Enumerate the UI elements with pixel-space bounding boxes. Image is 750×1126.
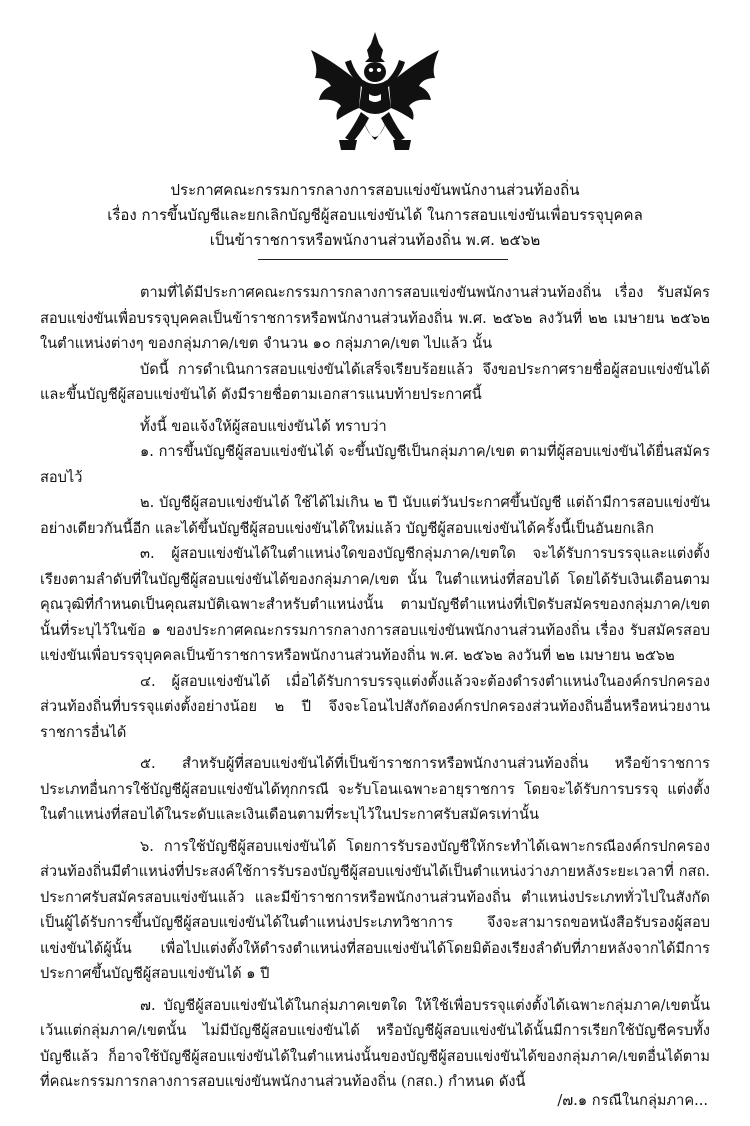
heading-line-3: เป็นข้าราชการหรือพนักงานส่วนท้องถิ่น พ.ศ. ๒๕๖๒ [209, 231, 541, 249]
paragraph-item-3: ๓. ผู้สอบแข่งขันได้ในตำแหน่งใดของบัญชีกลุ่มภาค/เขตใด จะได้รับการบรรจุและแต่งตั้งเรียงตามลำดับที่ในบัญชีผู้สอบแข่งขันได้ของกลุ่มภาค/เขต นั้น ในตำแหน่งที่สอบได้ โดยได้รับเงินเดือนตามคุณวุฒิที่กำหนดเป็นคุณสมบัติเฉพาะสำหรับตำแหน่งนั้น ตามบัญชีตำแหน่งที่เปิดรับสมัครของกลุ่มภาค/เขตนั้นที่ระบุไว้ในข้อ ๑ ของประกาศคณะกรรมการกลางการสอบแข่งขันพนักงานส่วนท้องถิ่น เรื่อง รับสมัครสอบแข่งขันเพื่อบรรจุบุคคลเป็นข้าราชการหรือพนักงานส่วนท้องถิ่น พ.ศ. ๒๕๖๒ ลงวันที่ ๒๒ เมษายน ๒๕๖๒ [40, 545, 710, 664]
paragraph-item-6: ๖. การใช้บัญชีผู้สอบแข่งขันได้ โดยการรับรองบัญชีให้กระทำได้เฉพาะกรณีองค์กรปกครองส่วนท้องถิ่นมีตำแหน่งที่ประสงค์ใช้การรับรองบัญชีผู้สอบแข่งขันได้เป็นตำแหน่งว่างภายหลังระยะเวลาที่ กสถ. ประกาศรับสมัครสอบแข่งขันแล้ว และมีข้าราชการหรือพนักงานส่วนท้องถิ่น ตำแหน่งประเภททั่วไปในสังกัดเป็นผู้ได้รับการขึ้นบัญชีผู้สอบแข่งขันได้ในตำแหน่งประเภทวิชาการ จึงจะสามารถขอหนังสือรับรองผู้สอบแข่งขันได้ผู้นั้น เพื่อไปแต่งตั้งให้ดำรงตำแหน่งที่สอบแข่งขันได้โดยมิต้องเรียงลำดับที่ภายหลังจากได้มีการประกาศขึ้นบัญชีผู้สอบแข่งขันได้ ๑ ปี [40, 837, 710, 982]
paragraph-item-1: ๑. การขึ้นบัญชีผู้สอบแข่งขันได้ จะขึ้นบัญชีเป็นกลุ่มภาค/เขต ตามที่ผู้สอบแข่งขันได้ยื่นสมัครสอบไว้ [40, 443, 710, 486]
paragraph-notice: ทั้งนี้ ขอแจ้งให้ผู้สอบแข่งขันได้ ทราบว่า [140, 417, 387, 435]
paragraph-item-7: ๗. บัญชีผู้สอบแข่งขันได้ในกลุ่มภาคเขตใด ให้ใช้เพื่อบรรจุแต่งตั้งได้เฉพาะกลุ่มภาค/เขตนั้น เว้นแต่กลุ่มภาค/เขตนั้น ไม่มีบัญชีผู้สอบแข่งขันได้ หรือบัญชีผู้สอบแข่งขันได้นั้นมีการเรียกใช้บัญชีครบทั้งบัญชีแล้ว ก็อาจใช้บัญชีผู้สอบแข่งขันได้ในตำแหน่งนั้นของบัญชีผู้สอบแข่งขันได้ของกลุ่มภาค/เขตอื่นได้ตามที่คณะกรรมการกลางการสอบแข่งขันพนักงานส่วนท้องถิ่น (กสถ.) กำหนด ดังนี้ [40, 996, 710, 1090]
heading-divider [258, 259, 508, 260]
heading-line-1: ประกาศคณะกรรมการกลางการสอบแข่งขันพนักงานส่วนท้องถิ่น [170, 181, 580, 199]
paragraph-intro: ตามที่ได้มีประกาศคณะกรรมการกลางการสอบแข่งขันพนักงานส่วนท้องถิ่น เรื่อง รับสมัครสอบแข่งขันเพื่อบรรจุบุคคลเป็นข้าราชการหรือพนักงานส่วนท้องถิ่น พ.ศ. ๒๕๖๒ ลงวันที่ ๒๒ เมษายน ๒๕๖๒ ในตำแหน่งต่างๆ ของกลุ่มภาค/เขต จำนวน ๑๐ กลุ่มภาค/เขต ไปแล้ว นั้น [40, 284, 710, 352]
announcement-body [40, 280, 710, 1095]
garuda-emblem-icon [305, 28, 445, 166]
announcement-heading [0, 178, 750, 253]
continuation-note: /๗.๑ กรณีในกลุ่มภาค... [557, 1092, 708, 1109]
heading-line-2: เรื่อง การขึ้นบัญชีและยกเลิกบัญชีผู้สอบแข่งขันได้ ในการสอบแข่งขันเพื่อบรรจุบุคคล [107, 206, 643, 224]
paragraph-item-5: ๕. สำหรับผู้ที่สอบแข่งขันได้ที่เป็นข้าราชการหรือพนักงานส่วนท้องถิ่น หรือข้าราชการประเภทอื่นการใช้บัญชีผู้สอบแข่งขันได้ทุกกรณี จะรับโอนเฉพาะอายุราชการ โดยจะได้รับการบรรจุ แต่งตั้งในตำแหน่งที่สอบได้ในระดับและเงินเดือนตามที่ระบุไว้ในประกาศรับสมัครเท่านั้น [40, 755, 710, 823]
paragraph-item-4: ๔. ผู้สอบแข่งขันได้ เมื่อได้รับการบรรจุแต่งตั้งแล้วจะต้องดำรงตำแหน่งในองค์กรปกครองส่วนท้องถิ่นที่บรรจุแต่งตั้งอย่างน้อย ๒ ปี จึงจะโอนไปสังกัดองค์กรปกครองส่วนท้องถิ่นอื่นหรือหน่วยงานราชการอื่นได้ [40, 672, 710, 741]
paragraph-now: บัดนี้ การดำเนินการสอบแข่งขันได้เสร็จเรียบร้อยแล้ว จึงขอประกาศรายชื่อผู้สอบแข่งขันได้และขึ้นบัญชีผู้สอบแข่งขันได้ ดังมีรายชื่อตามเอกสารแนบท้ายประกาศนี้ [40, 360, 710, 403]
paragraph-item-2: ๒. บัญชีผู้สอบแข่งขันได้ ใช้ได้ไม่เกิน ๒ ปี นับแต่วันประกาศขึ้นบัญชี แต่ถ้ามีการสอบแข่งขันอย่างเดียวกันนี้อีก และได้ขึ้นบัญชีผู้สอบแข่งขันได้ใหม่แล้ว บัญชีผู้สอบแข่งขันได้ครั้งนี้เป็นอันยกเลิก [40, 494, 710, 537]
